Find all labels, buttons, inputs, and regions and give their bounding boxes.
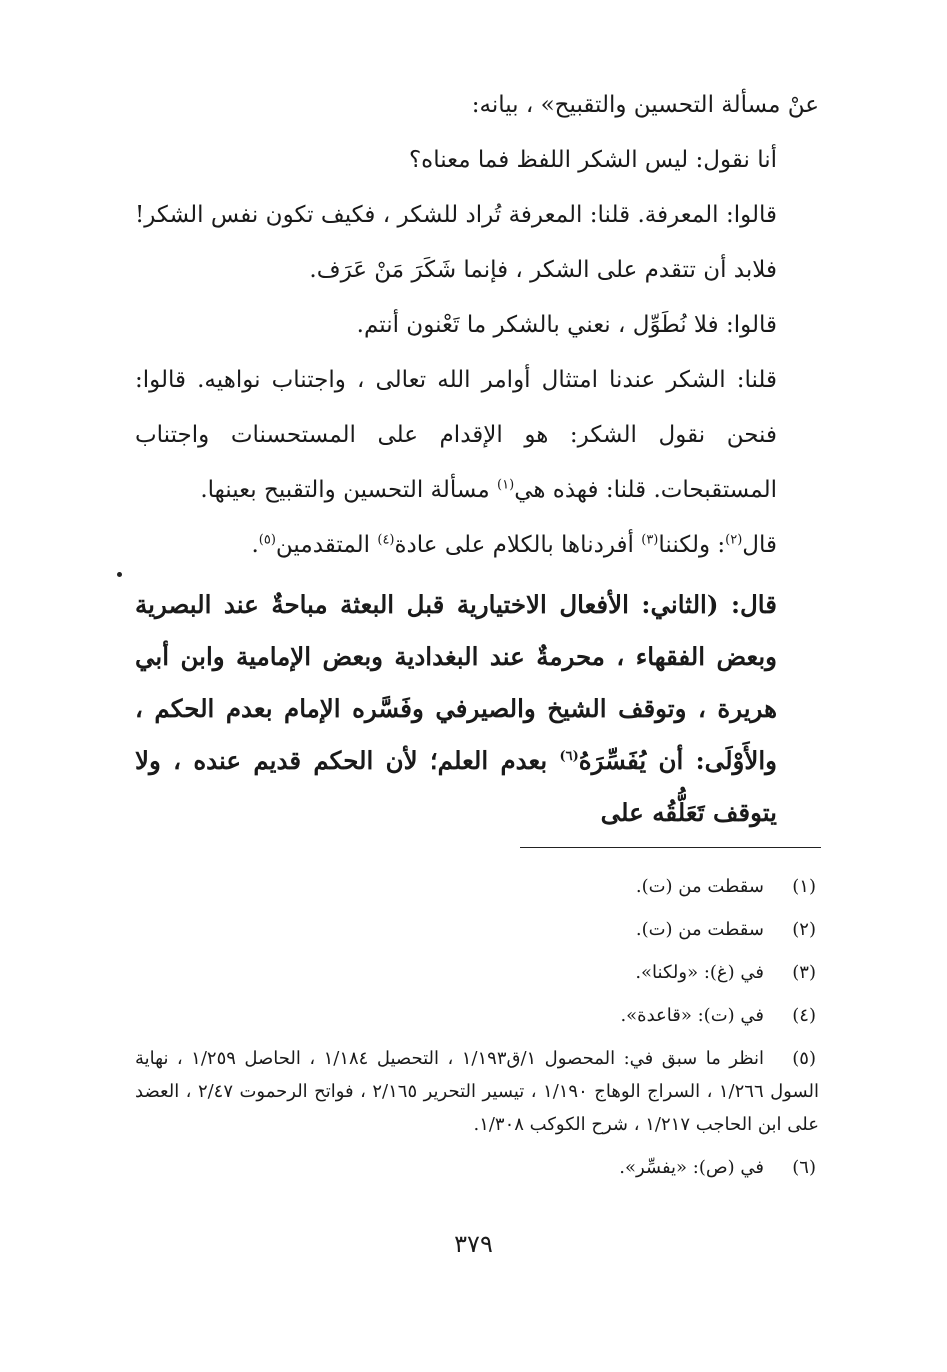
p5-part-c: أفردناها بالكلام على عادة	[394, 532, 642, 558]
paragraph-4-text: قلنا: الشكر عندنا امتثال أوامر الله تعالى ، واجتناب نواهيه. قالوا: فنحن نقول الشكر: هو الإقدام على المستحسنات واجتناب المستقبحات. قلنا: فهذه هي	[135, 367, 777, 503]
text-line-top: عنْ مسألة التحسين والتقبيح» ، بيانه:	[471, 92, 819, 118]
p5-part-a: قال	[742, 532, 777, 558]
paragraph-4-end: مسألة التحسين والتقبيح بعينها.	[200, 477, 498, 503]
footnote-text: في (ت): «قاعدة».	[620, 1005, 764, 1026]
footnote-3	[135, 956, 819, 989]
p5-part-b: : ولكننا	[658, 532, 726, 558]
matn-text-b: بعدم العلم؛ لأن الحكم قديم عنده ، ولا يتوقف تَعَلُّقُه على	[135, 746, 777, 827]
paragraph-4	[135, 353, 819, 518]
paragraph-5	[135, 518, 819, 573]
footnote-text: في (غ): «ولكنا».	[635, 962, 764, 983]
footnotes	[135, 870, 819, 1194]
footnote-4	[135, 999, 819, 1032]
footnote-text: سقطت من (ت).	[635, 919, 764, 940]
footnote-1	[135, 870, 819, 903]
footnote-text: في (ص): «يفسِّر».	[619, 1157, 764, 1178]
footnote-5	[135, 1042, 819, 1141]
main-text	[135, 78, 819, 839]
footnote-ref-3: (٣)	[641, 532, 659, 548]
paragraph-1: أنا نقول: ليس الشكر اللفظ فما معناه؟	[408, 147, 777, 173]
paragraph-2: قالوا: المعرفة. قلنا: المعرفة تُراد للشكر ، فكيف تكون نفس الشكر! فلابد أن تتقدم على الشكر ، فإنما شَكَرَ مَنْ عَرَف.	[135, 202, 777, 283]
matn-text-a: قال: (الثاني: الأفعال الاختيارية قبل البعثة مباحةٌ عند البصرية وبعض الفقهاء ، محرمةٌ عند البغدادية وبعض الإمامية وابن أبي هريرة ، وتوقف الشيخ والصيرفي وفَسَّره الإمام بعدم الحكم ، والأَوْلَى: أن يُفَسِّرَهُ	[135, 590, 778, 775]
footnote-ref-6: (٦)	[559, 748, 579, 764]
footnote-number: (١)	[792, 876, 816, 897]
matn-paragraph	[135, 579, 819, 839]
footnote-text: سقطت من (ت).	[635, 876, 764, 897]
p5-part-e: .	[251, 532, 259, 558]
footnote-ref-5: (٥)	[258, 532, 276, 548]
footnote-ref-1: (١)	[497, 477, 515, 493]
footnote-number: (٣)	[792, 962, 816, 983]
paragraph-3: قالوا: فلا نُطَوِّل ، نعني بالشكر ما تَعْنون أنتم.	[356, 312, 777, 338]
footnote-number: (٥)	[792, 1048, 816, 1069]
footnote-number: (٤)	[792, 1005, 816, 1026]
footnote-6	[135, 1151, 819, 1184]
stray-mark	[117, 572, 122, 577]
footnote-text: انظر ما سبق في: المحصول ١/ق١/١٩٣ ، التحصيل ١/١٨٤ ، الحاصل ١/٢٥٩ ، نهاية السول ١/٢٦٦ ، السراج الوهاج ١/١٩٠ ، تيسير التحرير ٢/١٦٥ ، فواتح الرحموت ٢/٤٧ ، العضد على ابن الحاجب ١/٢١٧ ، شرح الكوكب ١/٣٠٨.	[135, 1048, 819, 1135]
footnote-number: (٢)	[792, 919, 816, 940]
footnote-separator	[520, 847, 821, 848]
footnote-2	[135, 913, 819, 946]
p5-part-d: المتقدمين	[275, 532, 378, 558]
footnote-ref-2: (٢)	[725, 532, 743, 548]
footnote-number: (٦)	[792, 1157, 816, 1178]
footnote-ref-4: (٤)	[377, 532, 395, 548]
page-number: ٣٧٩	[454, 1230, 493, 1258]
